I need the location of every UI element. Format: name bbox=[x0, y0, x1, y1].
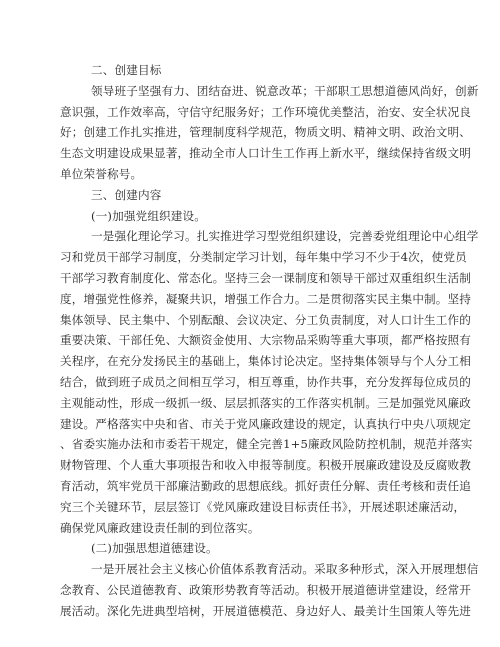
paragraph-line: 一是强化理论学习。扎实推进学习型党组织建设，完善委党组理论中心组学 bbox=[91, 229, 479, 244]
subsection-heading: (二)加强思想道德建设。 bbox=[91, 541, 218, 556]
paragraph-line: 干部学习教育制度化、常态化。坚持三会一课制度和领导干部过双重组织生活制 bbox=[60, 270, 472, 285]
paragraph-line: 生态文明建设成果显著，推动全市人口计生工作再上新水平，继续保持省级文明 bbox=[60, 146, 472, 161]
paragraph-line: 度，增强党性修养，凝聚共识，增强工作合力。二是贯彻落实民主集中制。坚持 bbox=[60, 291, 472, 306]
section-heading: 二、创建目标 bbox=[91, 63, 162, 77]
paragraph-line: 建设。严格落实中央和省、市关于党风廉政建设的规定，认真执行中央八项规定 bbox=[60, 416, 472, 431]
paragraph-line: 好；创建工作扎实推进，管理制度科学规范，物质文明、精神文明、政治文明、 bbox=[60, 125, 472, 140]
paragraph-line: 意识强，工作效率高，守信守纪服务好；工作环境优美整洁，治安、安全状况良 bbox=[60, 104, 472, 119]
paragraph-line: 单位荣誉称号。 bbox=[60, 166, 143, 181]
subsection-heading: (一)加强党组织建设。 bbox=[91, 208, 207, 223]
paragraph-line: 一是开展社会主义核心价值体系教育活动。采取多种形式，深入开展理想信 bbox=[91, 562, 479, 577]
paragraph-line: 、省委实施办法和市委若干规定，健全完善1+5廉政风险防控机制，规范并落实 bbox=[60, 437, 473, 452]
paragraph-line: 结合，做到班子成员之间相互学习，相互尊重，协作共事，充分发挥每位成员的 bbox=[60, 374, 472, 389]
paragraph-line: 展活动。深化先进典型培树，开展道德模范、身边好人、最美计生国策人等先进 bbox=[60, 603, 472, 618]
paragraph-line: 念教育、公民道德教育、政策形势教育等活动。积极开展道德讲堂建设，经常开 bbox=[60, 582, 472, 597]
paragraph-line: 究三个关键环节，层层签订《党风廉政建设目标责任书》，开展述职述廉活动， bbox=[60, 499, 466, 514]
paragraph-line: 育活动，筑牢党员干部廉洁勤政的思想底线。抓好责任分解、责任考核和责任追 bbox=[60, 478, 472, 493]
paragraph-line: 领导班子坚强有力、团结奋进、锐意改革；干部职工思想道德风尚好，创新 bbox=[91, 83, 479, 98]
paragraph-line: 习和党员干部学习制度，分类制定学习计划，每年集中学习不少于4次，使党员 bbox=[60, 250, 467, 265]
section-heading: 三、创建内容 bbox=[91, 187, 162, 202]
paragraph-line: 重要决策、干部任免、大额资金使用、大宗物品采购等重大事项，都严格按照有 bbox=[60, 333, 472, 348]
paragraph-line: 确保党风廉政建设责任制的到位落实。 bbox=[60, 520, 260, 535]
paragraph-line: 关程序，在充分发扬民主的基础上，集体讨论决定。坚持集体领导与个人分工相 bbox=[60, 354, 472, 369]
paragraph-line: 集体领导、民主集中、个别酝酿、会议决定、分工负责制度，对人口计生工作的 bbox=[60, 312, 472, 327]
paragraph-line: 主观能动性，形成一级抓一级、层层抓落实的工作落实机制。三是加强党风廉政 bbox=[60, 395, 472, 410]
paragraph-line: 财物管理、个人重大事项报告和收入申报等制度。积极开展廉政建设及反腐败教 bbox=[60, 458, 472, 473]
